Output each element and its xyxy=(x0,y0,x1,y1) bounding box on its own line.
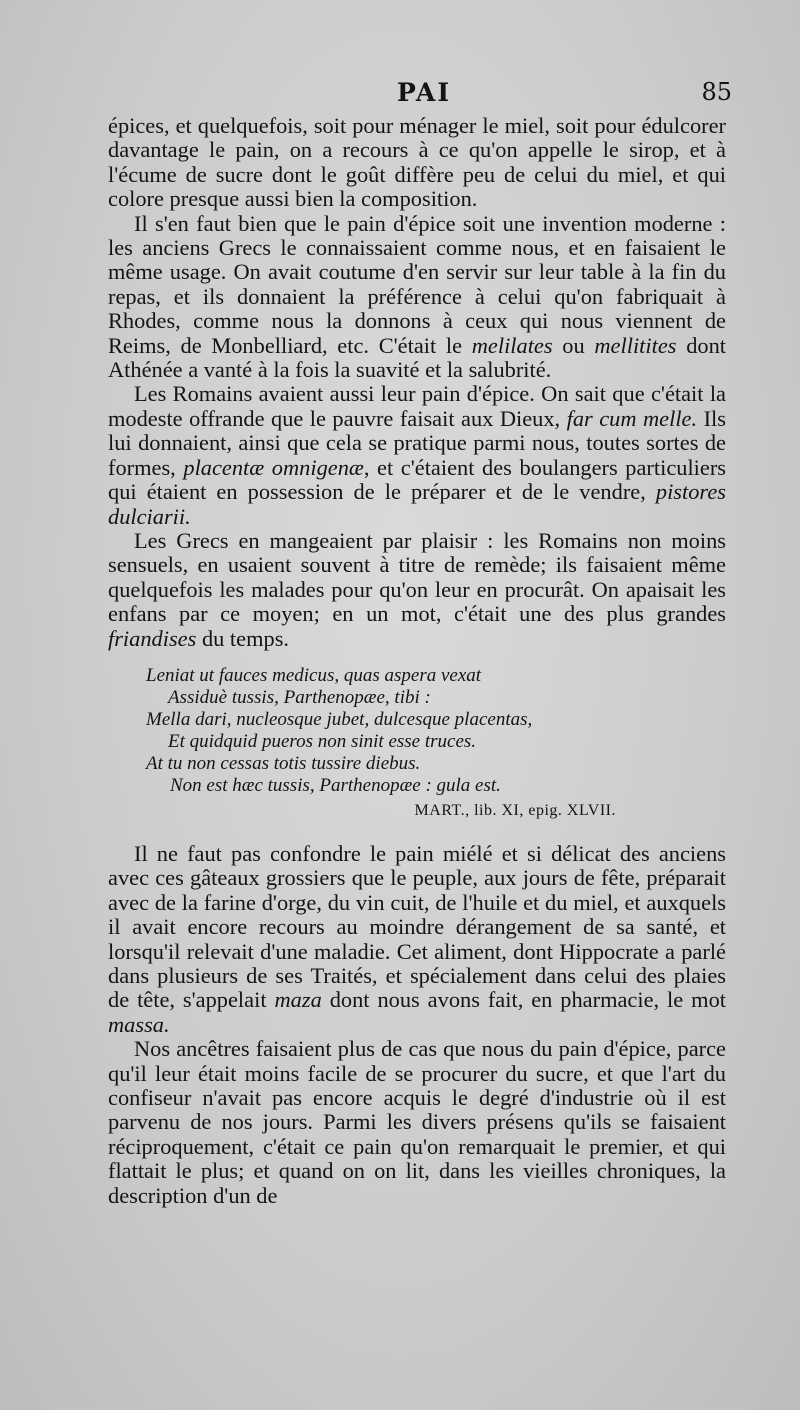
paragraph-6-text: Nos ancêtres faisaient plus de cas que nous du pain d'épice, parce qu'il leur était moins facile de se procurer du sucre, et que l'art du confiseur n'avait pas encore acquis le degré d'industrie où il est parvenu de nos jours. Parmi les divers présens qu'ils se faisaient réciproquement, c'était ce pain qu'on remarquait le premier, et qui flattait le plus; et quand on on lit, dans les vieilles chroniques, la description d'un de xyxy=(108,1036,726,1208)
paragraph-1-text: épices, et quelquefois, soit pour ménager le miel, soit pour édulcorer davantage le pain, on a recours à ce qu'on appelle le sirop, et à l'écume de sucre dont le goût diffère peu de celui du miel, et qui colore presque aussi bien la composition. xyxy=(108,113,726,212)
italic-term-maza: maza xyxy=(274,987,322,1013)
paragraph-5 xyxy=(108,842,726,1037)
paragraph-2-text-b: ou xyxy=(562,332,585,358)
paragraph-5-text-b: dont nous avons fait, en pharmacie, le mot xyxy=(329,987,726,1013)
italic-term-pistores: pistores dulciarii. xyxy=(108,479,726,529)
paragraph-2 xyxy=(108,212,726,383)
italic-term-massa: massa. xyxy=(108,1011,170,1037)
latin-epigram xyxy=(108,665,726,822)
verse-line-6: Non est hæc tussis, Parthenopæe : gula est. xyxy=(170,774,501,796)
paragraph-5-text-a: Il ne faut pas confondre le pain miélé et si délicat des anciens avec ces gâteaux grossiers que le peuple, aux jours de fête, préparait avec de la farine d'orge, du vin cuit, de l'huile et du miel, et auxquels il avait encore recours au moindre dérangement de sa santé, et lorsqu'il relevait d'une maladie. Cet aliment, dont Hippocrate a parlé dans plusieurs de ses Traités, et spécialement dans celui des plaies de tête, s'appelait xyxy=(108,840,726,1013)
paragraph-2-text-a: Il s'en faut bien que le pain d'épice soit une invention moderne : les anciens Grecs le connaissaient comme nous, et en faisaient le même usage. On avait coutume d'en servir sur leur table à la fin du repas, et ils donnaient la préférence à celui qu'on fabriquait à Rhodes, comme nous la donnons à ceux qui nous viennent de Reims, de Monbelliard, etc. C'était le xyxy=(108,210,726,358)
paragraph-3 xyxy=(108,382,726,528)
verse-line-4: Et quidquid pueros non sinit esse truces. xyxy=(168,730,477,752)
epigram-citation: MART., lib. XI, epig. XLVII. xyxy=(414,801,616,819)
page-number: 85 xyxy=(701,78,732,106)
paragraph-4-text-a: Les Grecs en mangeaient par plaisir : les Romains non moins sensuels, en usaient souvent à titre de remède; ils faisaient même quelquefois les malades pour qu'on leur en procurât. On apaisait les enfans par ce moyen; en un mot, c'était une des plus grandes xyxy=(108,527,726,627)
italic-term-melilates: melilates xyxy=(471,332,553,358)
body-text xyxy=(108,114,726,1208)
paragraph-6 xyxy=(108,1037,726,1208)
paragraph-2-text-c: dont Athénée a vanté à la fois la suavité et la salubrité. xyxy=(108,332,726,383)
verse-line-5: At tu non cessas totis tussire diebus. xyxy=(146,752,421,774)
spacer xyxy=(108,828,726,842)
verse-line-2: Assiduè tussis, Parthenopæe, tibi : xyxy=(168,686,431,708)
italic-term-mellitites: mellitites xyxy=(594,332,677,358)
italic-term-far-cum-melle: far cum melle. xyxy=(566,405,698,431)
paragraph-3-text-a: Les Romains avaient aussi leur pain d'épice. On sait que c'était la modeste offrande que le pauvre faisait aux Dieux, xyxy=(108,381,726,431)
italic-term-friandises: friandises xyxy=(108,625,197,651)
running-title: PAI xyxy=(396,78,452,107)
paragraph-1 xyxy=(108,114,726,212)
italic-term-placentae: placentæ omnigenæ xyxy=(183,454,364,480)
running-header xyxy=(110,78,738,114)
paragraph-3-text-b: Ils lui donnaient, ainsi que cela se pratique parmi nous, toutes sortes de formes, xyxy=(108,405,726,480)
paragraph-3-text-c: , et c'étaient des boulangers particuliers qui étaient en possession de le préparer et de le vendre, xyxy=(108,454,726,505)
paragraph-4 xyxy=(108,529,726,651)
verse-line-1: Leniat ut fauces medicus, quas aspera vexat xyxy=(146,664,482,686)
verse-line-3: Mella dari, nucleosque jubet, dulcesque placentas, xyxy=(146,708,533,730)
paragraph-4-text-b: du temps. xyxy=(201,625,290,651)
